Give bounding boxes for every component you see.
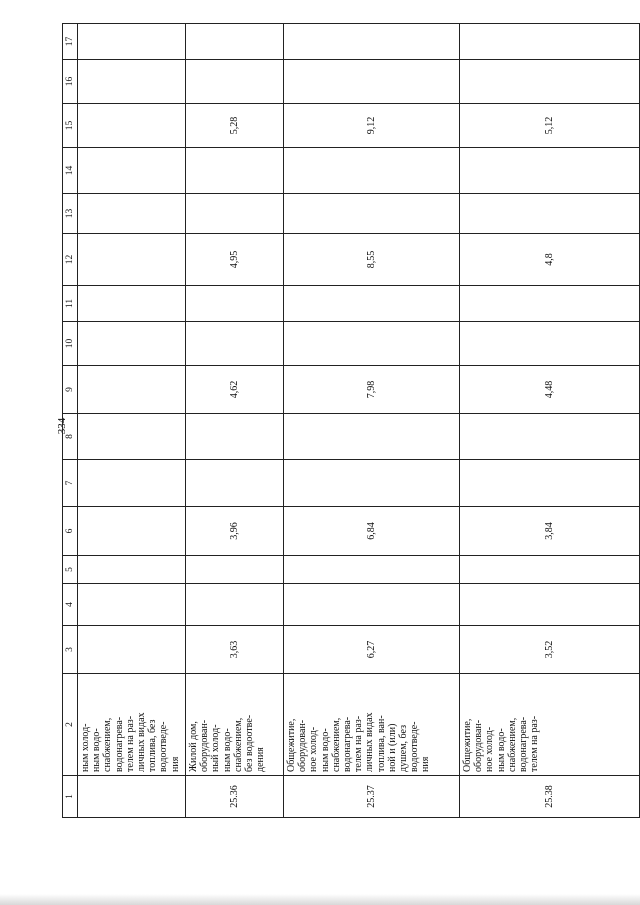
row-description <box>284 674 460 776</box>
row-description-text: ным холод- ным водо- снабжением, водонагрева- телем на раз- личных видах топлива, без водоотведе- ния <box>80 712 181 772</box>
rotated-table-frame <box>62 24 638 818</box>
table-cell <box>186 584 284 626</box>
table-cell <box>78 584 186 626</box>
row-description-text: Общежитие, оборудован- ное холод- ным водо- снабжением, водонагрева- телем на раз- личных видах топлива, ван- ной и (или) душем, без водоотведе- ния <box>286 712 432 772</box>
column-header: 14 <box>63 148 78 194</box>
table-cell <box>78 234 186 286</box>
table-cell: 3,63 <box>186 626 284 674</box>
row-description <box>460 674 640 776</box>
table-cell: 8,55 <box>284 234 460 286</box>
column-header: 16 <box>63 60 78 104</box>
column-header: 13 <box>63 194 78 234</box>
table-cell: 3,96 <box>186 507 284 556</box>
table-cell <box>460 194 640 234</box>
table-cell <box>78 507 186 556</box>
table-container <box>62 24 638 818</box>
table-cell <box>186 556 284 584</box>
tariff-table <box>62 23 640 818</box>
row-id: 25.38 <box>460 776 640 818</box>
column-header: 1 <box>63 776 78 818</box>
table-row <box>284 24 460 818</box>
table-cell <box>186 460 284 507</box>
table-cell: 5,12 <box>460 104 640 148</box>
table-cell: 6,84 <box>284 507 460 556</box>
table-cell <box>78 366 186 414</box>
table-cell <box>186 286 284 322</box>
row-description <box>186 674 284 776</box>
table-cell <box>78 414 186 460</box>
row-id <box>78 776 186 818</box>
column-header: 4 <box>63 584 78 626</box>
column-header: 3 <box>63 626 78 674</box>
table-cell <box>284 24 460 60</box>
column-header: 8 <box>63 414 78 460</box>
table-cell <box>460 286 640 322</box>
table-cell <box>460 584 640 626</box>
table-cell <box>186 322 284 366</box>
table-cell <box>78 104 186 148</box>
table-cell <box>284 556 460 584</box>
table-cell <box>78 626 186 674</box>
column-header: 7 <box>63 460 78 507</box>
table-cell <box>78 194 186 234</box>
table-cell: 4,48 <box>460 366 640 414</box>
table-cell <box>460 148 640 194</box>
table-cell <box>186 24 284 60</box>
table-cell <box>186 148 284 194</box>
table-cell <box>78 556 186 584</box>
table-cell <box>284 584 460 626</box>
column-header: 6 <box>63 507 78 556</box>
row-id: 25.37 <box>284 776 460 818</box>
table-cell <box>460 414 640 460</box>
table-cell <box>78 148 186 194</box>
column-header: 9 <box>63 366 78 414</box>
column-header: 15 <box>63 104 78 148</box>
table-cell: 4,62 <box>186 366 284 414</box>
table-cell <box>78 24 186 60</box>
page-number: 334 <box>56 417 68 435</box>
column-header: 5 <box>63 556 78 584</box>
table-cell <box>78 322 186 366</box>
row-description-text: Жилой дом, оборудован- ный холод- ным водо- снабжением, без водоотве- дения <box>188 714 267 772</box>
table-cell <box>284 148 460 194</box>
column-header: 11 <box>63 286 78 322</box>
table-cell <box>78 460 186 507</box>
row-description <box>78 674 186 776</box>
table-cell <box>78 286 186 322</box>
table-cell <box>186 60 284 104</box>
table-cell <box>284 414 460 460</box>
table-cell <box>284 322 460 366</box>
table-row <box>460 24 640 818</box>
column-header: 2 <box>63 674 78 776</box>
table-cell <box>284 286 460 322</box>
table-cell: 3,52 <box>460 626 640 674</box>
table-cell <box>460 460 640 507</box>
row-id: 25.36 <box>186 776 284 818</box>
table-cell <box>284 460 460 507</box>
column-header: 17 <box>63 24 78 60</box>
table-row <box>186 24 284 818</box>
table-cell: 6,27 <box>284 626 460 674</box>
table-cell: 5,28 <box>186 104 284 148</box>
table-cell <box>284 60 460 104</box>
table-cell <box>186 194 284 234</box>
table-cell <box>460 556 640 584</box>
header-row <box>63 24 78 818</box>
row-description-text: Общежитие, оборудован- ное холод- ным водо- снабжением, водонагрева- телем на раз- <box>462 715 541 772</box>
table-cell <box>284 194 460 234</box>
table-cell: 7,98 <box>284 366 460 414</box>
table-cell <box>78 60 186 104</box>
table-cell: 3,84 <box>460 507 640 556</box>
table-cell <box>460 24 640 60</box>
table-row <box>78 24 186 818</box>
table-cell <box>460 322 640 366</box>
table-cell: 9,12 <box>284 104 460 148</box>
column-header: 12 <box>63 234 78 286</box>
column-header: 10 <box>63 322 78 366</box>
table-cell: 4,8 <box>460 234 640 286</box>
table-cell <box>460 60 640 104</box>
table-cell: 4,95 <box>186 234 284 286</box>
scan-edge-shadow <box>0 894 640 905</box>
table-cell <box>186 414 284 460</box>
